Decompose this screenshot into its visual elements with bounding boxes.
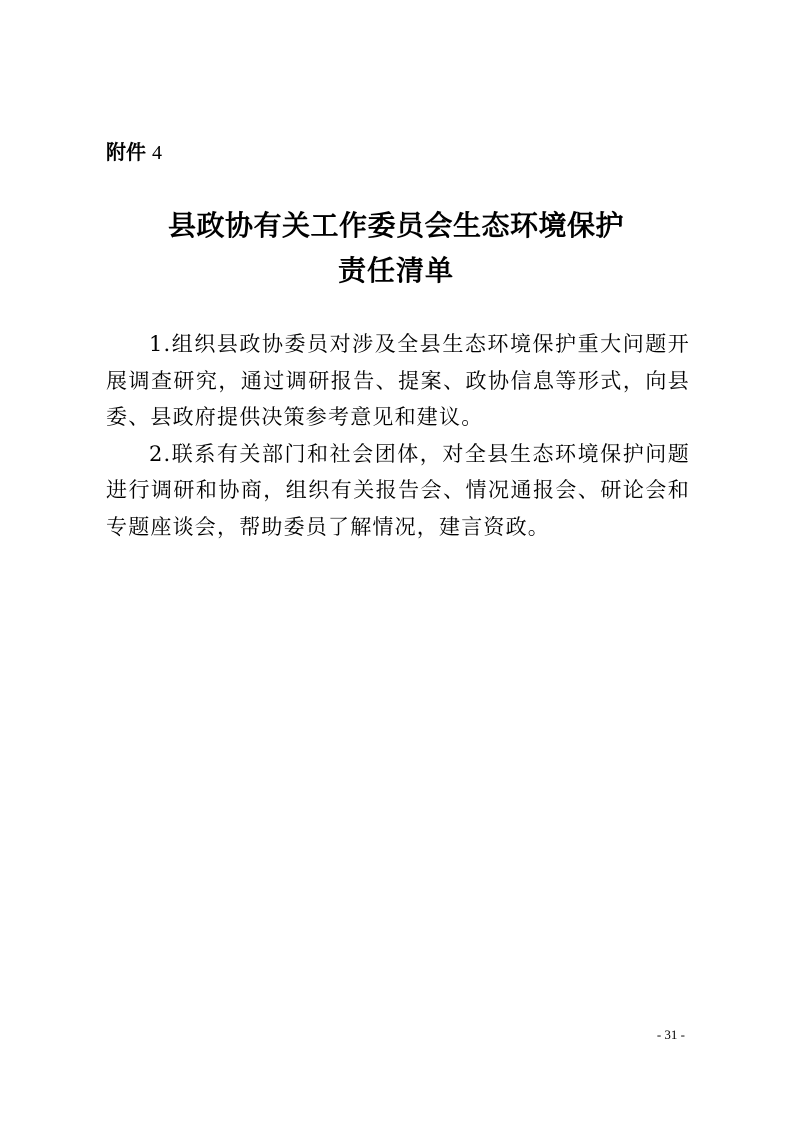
attachment-number: 4 (152, 142, 162, 164)
attachment-label-text: 附件 (106, 140, 146, 164)
paragraph-1: 1.组织县政协委员对涉及全县生态环境保护重大问题开展调查研究，通过调研报告、提案、政协信息等形式，向县委、县政府提供决策参考意见和建议。 (106, 332, 690, 429)
attachment-label (106, 138, 162, 167)
document-body (106, 326, 690, 545)
document-title-line-2: 责任清单 (337, 254, 454, 287)
page-number: - 31 - (656, 1027, 685, 1042)
document-title-line-1: 县政协有关工作委员会生态环境保护 (167, 209, 624, 242)
paragraph-2: 2.联系有关部门和社会团体，对全县生态环境保护问题进行调研和协商，组织有关报告会、情况通报会、研论会和专题座谈会，帮助委员了解情况，建言资政。 (106, 441, 690, 539)
